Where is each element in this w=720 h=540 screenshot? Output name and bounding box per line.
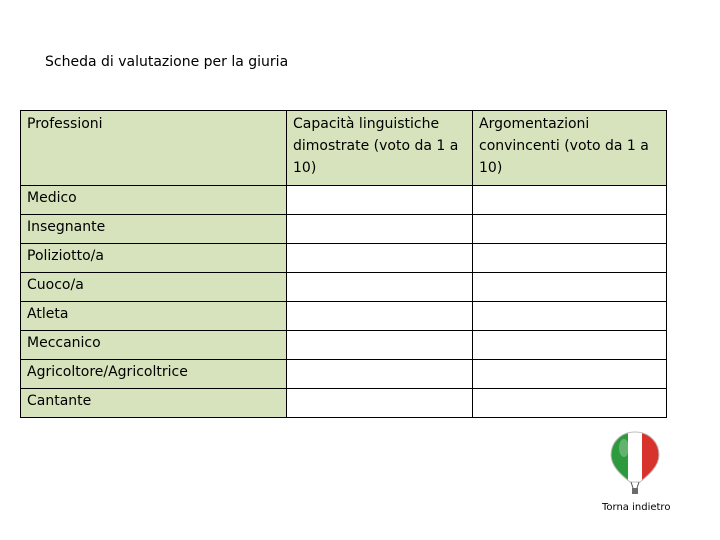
profession-cell: Meccanico	[21, 331, 287, 360]
table-row	[21, 389, 667, 418]
balloon-graphic	[608, 430, 662, 496]
table-row	[21, 215, 667, 244]
arguments-score-cell[interactable]	[473, 302, 667, 331]
header-convincing-arguments: Argomentazioni convincenti (voto da 1 a 10)	[473, 111, 667, 186]
language-score-cell[interactable]	[287, 215, 473, 244]
language-score-cell[interactable]	[287, 186, 473, 215]
table-row	[21, 186, 667, 215]
language-score-cell[interactable]	[287, 273, 473, 302]
profession-cell: Atleta	[21, 302, 287, 331]
arguments-score-cell[interactable]	[473, 215, 667, 244]
table-header-row	[21, 111, 667, 186]
table-row	[21, 302, 667, 331]
table-row	[21, 360, 667, 389]
arguments-score-cell[interactable]	[473, 360, 667, 389]
arguments-score-cell[interactable]	[473, 331, 667, 360]
arguments-score-cell[interactable]	[473, 244, 667, 273]
arguments-score-cell[interactable]	[473, 186, 667, 215]
table-row	[21, 244, 667, 273]
profession-cell: Agricoltore/Agricoltrice	[21, 360, 287, 389]
language-score-cell[interactable]	[287, 302, 473, 331]
language-score-cell[interactable]	[287, 331, 473, 360]
table-row	[21, 331, 667, 360]
arguments-score-cell[interactable]	[473, 273, 667, 302]
language-score-cell[interactable]	[287, 360, 473, 389]
profession-cell: Cuoco/a	[21, 273, 287, 302]
evaluation-table	[20, 110, 667, 418]
hot-air-balloon-icon[interactable]	[608, 430, 662, 496]
header-language-skills: Capacità linguistiche dimostrate (voto da 1 a 10)	[287, 111, 473, 186]
table-row	[21, 273, 667, 302]
page-title: Scheda di valutazione per la giuria	[45, 54, 289, 70]
header-professions: Professioni	[21, 111, 287, 186]
profession-cell: Insegnante	[21, 215, 287, 244]
profession-cell: Cantante	[21, 389, 287, 418]
back-link[interactable]: Torna indietro	[602, 502, 671, 513]
language-score-cell[interactable]	[287, 389, 473, 418]
profession-cell: Poliziotto/a	[21, 244, 287, 273]
language-score-cell[interactable]	[287, 244, 473, 273]
profession-cell: Medico	[21, 186, 287, 215]
arguments-score-cell[interactable]	[473, 389, 667, 418]
